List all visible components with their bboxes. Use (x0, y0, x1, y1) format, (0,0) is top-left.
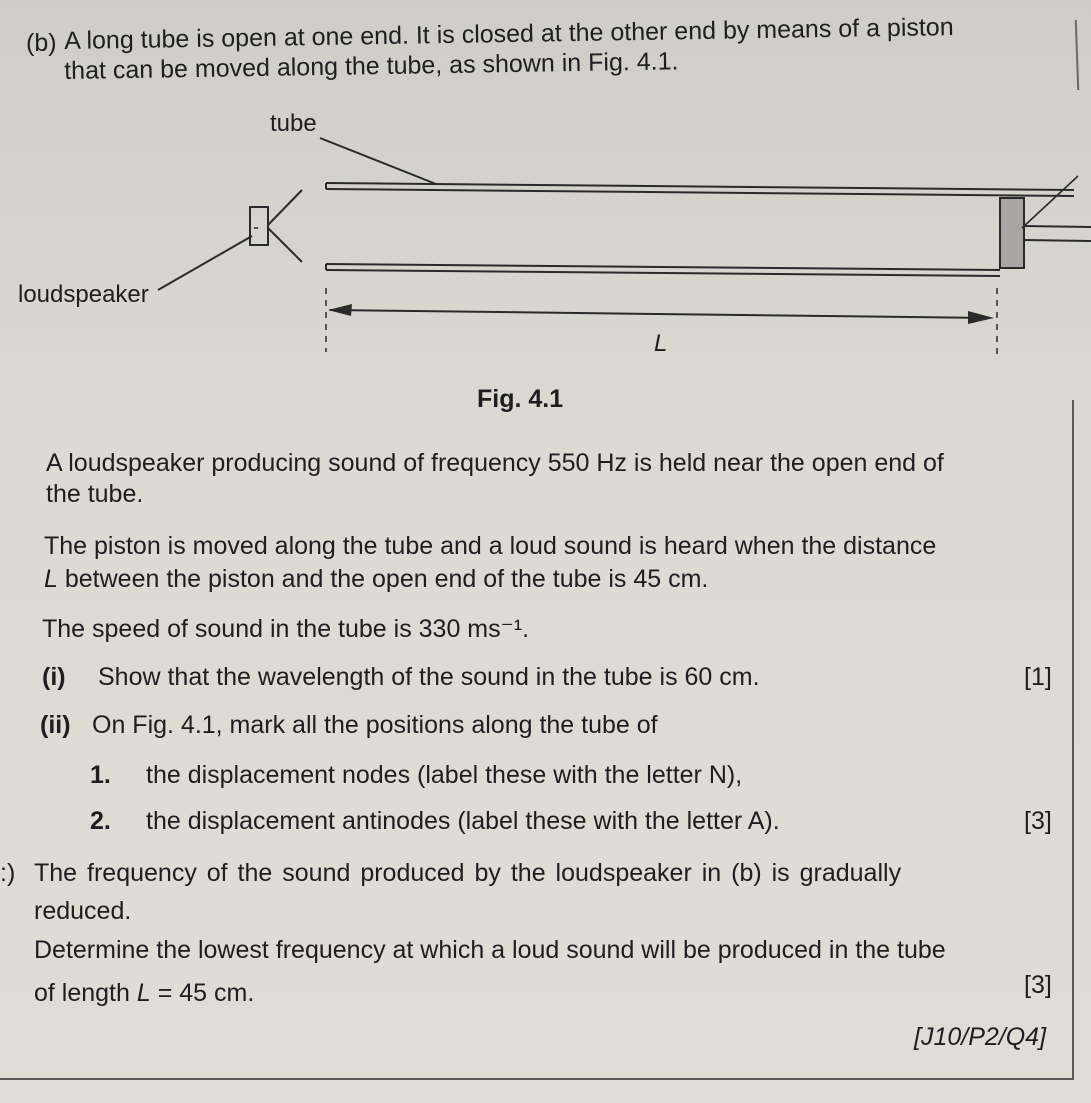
part-c-line2: reduced. (34, 897, 132, 925)
part-b-label: (b) (26, 29, 57, 57)
tube-leader-line (320, 138, 436, 184)
part-b-intro-line2: that can be moved along the tube, as shown in Fig. 4.1. (64, 47, 679, 85)
question-ii-2-number: 2. (90, 807, 111, 835)
paragraph-2-line2-text: between the piston and the open end of the tube is 45 cm. (57, 565, 709, 593)
question-ii-2-text: the displacement antinodes (label these with the letter A). (146, 807, 780, 835)
question-i-text: Show that the wavelength of the sound in the tube is 60 cm. (98, 663, 760, 691)
question-ii-1-number: 1. (90, 761, 111, 789)
figure-caption: Fig. 4.1 (477, 385, 564, 413)
question-ii-text: On Fig. 4.1, mark all the positions along the tube of (92, 711, 658, 739)
loudspeaker (250, 190, 302, 262)
paragraph-2-line2 (44, 564, 708, 594)
variable-l-c: L (136, 979, 151, 1007)
paragraph-3: The speed of sound in the tube is 330 ms⁻¹. (42, 615, 530, 643)
figure-label-tube: tube (270, 110, 317, 137)
figure-label-l: L (654, 330, 668, 357)
question-ii-label: (ii) (40, 711, 71, 739)
tube-walls (326, 183, 1074, 276)
part-c-line1: The frequency of the sound produced by the loudspeaker in (b) is gradually (34, 859, 902, 887)
part-c-line3: Determine the lowest frequency at which a loud sound will be produced in the tube (34, 936, 946, 964)
part-c-line4 (34, 978, 254, 1008)
margin-rule-bottom (0, 1078, 1074, 1080)
variable-l: L (44, 565, 58, 593)
fig-4-1-diagram (0, 0, 1091, 420)
paragraph-1-line1: A loudspeaker producing sound of frequency 550 Hz is held near the open end of (46, 449, 944, 477)
question-reference: [J10/P2/Q4] (914, 1023, 1047, 1051)
paragraph-2-line1: The piston is moved along the tube and a loud sound is heard when the distance (44, 532, 937, 560)
margin-rule-right (1072, 400, 1074, 1080)
part-b-intro-line1: A long tube is open at one end. It is closed at the other end by means of a piston (64, 13, 954, 55)
question-i-label: (i) (42, 663, 66, 691)
question-ii-1-text: the displacement nodes (label these with the letter N), (146, 761, 743, 789)
loudspeaker-leader-line (158, 236, 252, 290)
figure-label-loudspeaker: loudspeaker (18, 281, 149, 308)
part-c-line4-rest: = 45 cm. (150, 979, 255, 1007)
question-ii-marks: [3] (1024, 807, 1052, 835)
question-i-marks: [1] (1024, 663, 1052, 691)
part-c-line4-prefix: of length (34, 979, 137, 1007)
part-c-marks: [3] (1024, 971, 1052, 999)
paragraph-1-line2: the tube. (46, 480, 144, 508)
part-c-label: :) (0, 859, 16, 887)
